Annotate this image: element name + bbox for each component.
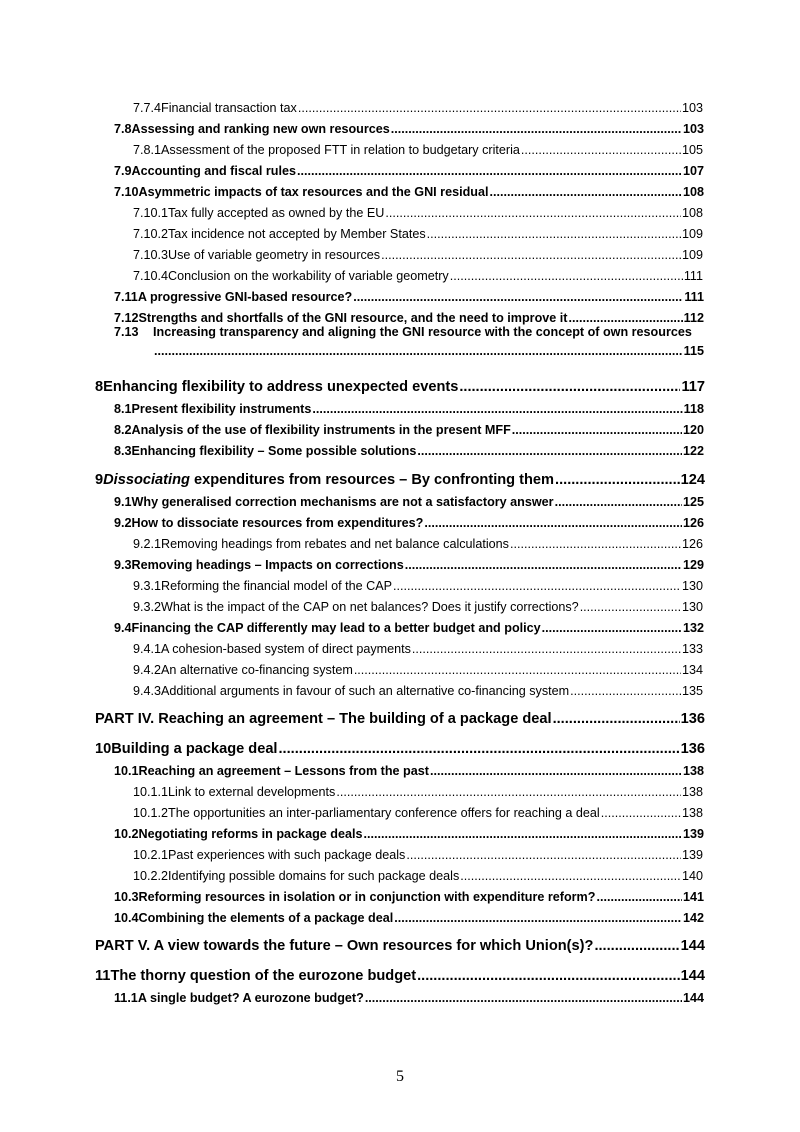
toc-title: Why generalised correction mechanisms are not a satisfactory answer	[131, 495, 554, 509]
toc-entry[interactable]	[114, 157, 704, 178]
toc-number: 9.4.2	[133, 663, 162, 677]
dot-leader	[460, 869, 681, 883]
toc-page: 138	[682, 764, 704, 778]
dot-leader	[412, 642, 681, 656]
dot-leader	[430, 764, 682, 778]
dot-leader	[601, 806, 681, 820]
toc-entry[interactable]	[114, 115, 704, 136]
toc-page: 109	[681, 248, 703, 262]
toc-title: Enhancing flexibility – Some possible solutions	[131, 444, 417, 458]
toc-number: 7.10	[114, 185, 139, 199]
toc-page: 120	[682, 423, 704, 437]
toc-page: 144	[682, 991, 704, 1005]
toc-page: 144	[680, 968, 705, 984]
toc-page: 133	[681, 642, 703, 656]
dot-leader	[298, 101, 681, 115]
toc-page: 118	[683, 402, 704, 416]
toc-entry[interactable]	[95, 466, 705, 488]
toc-title: A single budget? A eurozone budget?	[137, 991, 364, 1005]
page-number: 5	[396, 1068, 404, 1085]
toc-number: 7.11	[114, 290, 138, 304]
toc-number: 11.1	[114, 991, 138, 1005]
toc-page: 103	[681, 101, 703, 115]
toc-entry[interactable]	[133, 136, 703, 157]
toc-title: Tax fully accepted as owned by the EU	[168, 206, 385, 220]
toc-page: 138	[681, 806, 703, 820]
toc-number: 9	[95, 472, 104, 488]
toc-number: 7.13	[114, 325, 139, 339]
toc-title: Reforming resources in isolation or in conjunction with expenditure reform?	[138, 890, 596, 904]
toc-title: Removing headings from rebates and net balance calculations	[161, 537, 509, 551]
dot-leader	[512, 423, 682, 437]
toc-title: Past experiences with such package deals	[168, 848, 406, 862]
toc-title: PART IV. Reaching an agreement – The building of a package deal	[95, 711, 552, 727]
toc-entry[interactable]	[114, 551, 704, 572]
dot-leader	[555, 495, 682, 509]
toc-title: Asymmetric impacts of tax resources and the GNI residual	[138, 185, 489, 199]
toc-number: 7.12	[114, 311, 139, 325]
toc-number: 7.7.4	[133, 101, 162, 115]
toc-number: 9.3.1	[133, 579, 162, 593]
dot-leader	[363, 827, 682, 841]
toc-entry[interactable]	[114, 416, 704, 437]
toc-entry[interactable]	[114, 883, 704, 904]
toc-title: Combining the elements of a package deal	[138, 911, 394, 925]
toc-number: 9.4	[114, 621, 132, 635]
toc-title: Additional arguments in favour of such an alternative co-financing system	[161, 684, 570, 698]
toc-entry[interactable]	[114, 395, 704, 416]
toc-number: 8.1	[114, 402, 132, 416]
dot-leader	[365, 991, 682, 1005]
toc-number: 10.4	[114, 911, 139, 925]
toc-number: 10.2.2	[133, 869, 169, 883]
toc-part-entry[interactable]	[95, 705, 705, 727]
toc-title: Identifying possible domains for such package deals	[168, 869, 460, 883]
dot-leader	[510, 537, 681, 551]
toc-page: 112	[683, 311, 704, 325]
dot-leader	[279, 741, 680, 757]
toc-page: 107	[682, 164, 704, 178]
toc-entry[interactable]	[114, 325, 704, 367]
toc-page: 129	[682, 558, 704, 572]
toc-number: 9.3.2	[133, 600, 162, 614]
toc-title: Assessment of the proposed FTT in relation to budgetary criteria	[161, 143, 520, 157]
toc-number: 10	[95, 741, 112, 757]
toc-title: The opportunities an inter-parliamentary conference offers for reaching a deal	[168, 806, 600, 820]
toc-entry[interactable]	[114, 283, 704, 304]
toc-entry[interactable]	[114, 820, 704, 841]
toc-entry[interactable]	[133, 593, 703, 614]
toc-entry[interactable]	[133, 677, 703, 698]
toc-title: PART V. A view towards the future – Own resources for which Union(s)?	[95, 938, 594, 954]
dot-leader	[553, 711, 680, 727]
toc-title: Financial transaction tax	[161, 101, 297, 115]
toc-title: Present flexibility instruments	[131, 402, 312, 416]
toc-page: 126	[681, 537, 703, 551]
toc-title: Link to external developments	[168, 785, 336, 799]
toc-page: 111	[683, 269, 703, 283]
toc-page: 117	[681, 379, 705, 395]
toc-title: Conclusion on the workability of variable geometry	[168, 269, 449, 283]
toc-entry[interactable]	[114, 757, 704, 778]
dot-leader	[427, 227, 681, 241]
toc-number: 9.2.1	[133, 537, 162, 551]
toc-number: 8.2	[114, 423, 132, 437]
toc-title-rest: expenditures from resources – By confronting them	[189, 472, 555, 488]
toc-entry[interactable]	[133, 656, 703, 677]
toc-entry[interactable]	[133, 862, 703, 883]
toc-entry[interactable]	[114, 178, 704, 199]
toc-page: 135	[681, 684, 703, 698]
toc-page: 103	[682, 122, 704, 136]
toc-title: A progressive GNI-based resource?	[137, 290, 353, 304]
dot-leader	[381, 248, 681, 262]
toc-title: Increasing transparency and aligning the GNI resource with the concept of own resources	[153, 325, 692, 339]
toc-number: 7.10.1	[133, 206, 169, 220]
dot-leader	[312, 402, 682, 416]
toc-title: Financing the CAP differently may lead to a better budget and policy	[131, 621, 541, 635]
toc-page: 140	[681, 869, 703, 883]
dot-leader	[580, 600, 681, 614]
dot-leader	[521, 143, 681, 157]
toc-page: 138	[681, 785, 703, 799]
toc-title: The thorny question of the eurozone budget	[110, 968, 417, 984]
toc-title: How to dissociate resources from expenditures?	[131, 516, 424, 530]
toc-page: 126	[682, 516, 704, 530]
dot-leader	[417, 968, 680, 984]
toc-entry[interactable]	[133, 799, 703, 820]
dot-leader	[336, 785, 681, 799]
toc-title: Tax incidence not accepted by Member States	[168, 227, 426, 241]
toc-number: 9.4.1	[133, 642, 162, 656]
toc-page: 109	[681, 227, 703, 241]
toc-entry[interactable]	[95, 373, 705, 395]
toc-page: 111	[684, 290, 704, 304]
toc-title: Strengths and shortfalls of the GNI resource, and the need to improve it	[138, 311, 568, 325]
toc-number: 10.1	[114, 764, 139, 778]
toc-title: Enhancing flexibility to address unexpected events	[103, 379, 459, 395]
toc-title: What is the impact of the CAP on net balances? Does it justify corrections?	[161, 600, 579, 614]
toc-title: Negotiating reforms in package deals	[138, 827, 363, 841]
toc-entry[interactable]	[133, 841, 703, 862]
toc-page: 141	[682, 890, 704, 904]
toc-number: 7.10.4	[133, 269, 169, 283]
toc-page: 130	[681, 600, 703, 614]
toc-entry[interactable]	[133, 778, 703, 799]
toc-page: 124	[680, 472, 705, 488]
toc-page: 105	[681, 143, 703, 157]
toc-number: 10.1.1	[133, 785, 169, 799]
toc-page: 108	[681, 206, 703, 220]
dot-leader	[555, 472, 680, 488]
toc-title: Assessing and ranking new own resources	[131, 122, 390, 136]
dot-leader	[594, 938, 679, 954]
toc-number: 7.8	[114, 122, 132, 136]
toc-number: 9.3	[114, 558, 132, 572]
toc-number: 10.2	[114, 827, 139, 841]
toc-entry[interactable]	[133, 262, 703, 283]
toc-title: Building a package deal	[111, 741, 278, 757]
toc-page: 144	[680, 938, 705, 954]
dot-leader	[391, 122, 682, 136]
toc-number: 7.8.1	[133, 143, 162, 157]
dot-leader	[393, 579, 681, 593]
toc-title-italic: Dissociating	[103, 472, 190, 488]
toc-entry[interactable]	[133, 199, 703, 220]
dot-leader	[450, 269, 683, 283]
toc-number: 8.3	[114, 444, 132, 458]
dot-leader	[542, 621, 682, 635]
dot-leader	[570, 684, 681, 698]
toc-page: 108	[682, 185, 704, 199]
toc-title: Use of variable geometry in resources	[168, 248, 381, 262]
dot-leader	[394, 911, 682, 925]
dot-leader	[406, 848, 681, 862]
toc-entry[interactable]	[114, 437, 704, 458]
toc-number: 10.1.2	[133, 806, 169, 820]
dot-leader	[459, 379, 680, 395]
toc-page: 122	[682, 444, 704, 458]
toc-page: 130	[681, 579, 703, 593]
toc-entry[interactable]	[114, 904, 704, 925]
toc-page: 136	[680, 741, 705, 757]
toc-number: 9.4.3	[133, 684, 162, 698]
toc-page: 136	[680, 711, 705, 727]
dot-leader	[297, 164, 682, 178]
toc-entry[interactable]	[95, 735, 705, 757]
dot-leader	[154, 344, 683, 358]
toc-page: 142	[682, 911, 704, 925]
toc-page: 125	[682, 495, 704, 509]
toc-number: 11	[95, 968, 111, 984]
toc-title: An alternative co-financing system	[161, 663, 353, 677]
toc-title: Analysis of the use of flexibility instruments in the present MFF	[131, 423, 511, 437]
dot-leader	[489, 185, 682, 199]
toc-entry[interactable]	[133, 94, 703, 115]
toc-number: 7.9	[114, 164, 132, 178]
toc-number: 7.10.3	[133, 248, 169, 262]
toc-entry[interactable]	[133, 635, 703, 656]
toc-entry[interactable]	[114, 984, 704, 1005]
toc-entry[interactable]	[114, 304, 704, 325]
toc-entry[interactable]	[133, 530, 703, 551]
toc-number: 9.2	[114, 516, 132, 530]
toc-entry[interactable]	[114, 509, 704, 530]
toc-number: 10.3	[114, 890, 139, 904]
toc-number: 8	[95, 379, 104, 395]
toc-title: Removing headings – Impacts on corrections	[131, 558, 404, 572]
dot-leader	[417, 444, 682, 458]
toc-entry[interactable]	[114, 614, 704, 635]
toc-title: A cohesion-based system of direct payments	[161, 642, 411, 656]
toc-title: Reforming the financial model of the CAP	[161, 579, 393, 593]
dot-leader	[405, 558, 682, 572]
toc-number: 7.10.2	[133, 227, 169, 241]
dot-leader	[353, 290, 683, 304]
toc-page: 139	[682, 827, 704, 841]
toc-part-entry[interactable]	[95, 932, 705, 954]
toc-title: Accounting and fiscal rules	[131, 164, 296, 178]
toc-entry[interactable]	[133, 572, 703, 593]
toc-entry[interactable]	[133, 241, 703, 262]
toc-entry[interactable]	[114, 488, 704, 509]
toc-entry[interactable]	[133, 220, 703, 241]
dot-leader	[354, 663, 681, 677]
dot-leader	[568, 311, 682, 325]
toc-title: Reaching an agreement – Lessons from the past	[138, 764, 429, 778]
toc-number: 9.1	[114, 495, 132, 509]
toc-entry[interactable]	[95, 962, 705, 984]
dot-leader	[424, 516, 682, 530]
dot-leader	[596, 890, 682, 904]
dot-leader	[385, 206, 681, 220]
toc-title	[103, 472, 554, 488]
toc-page: 139	[681, 848, 703, 862]
toc-page: 132	[682, 621, 704, 635]
toc-page: 134	[681, 663, 703, 677]
toc-number: 10.2.1	[133, 848, 169, 862]
toc-page: 115	[683, 344, 704, 358]
